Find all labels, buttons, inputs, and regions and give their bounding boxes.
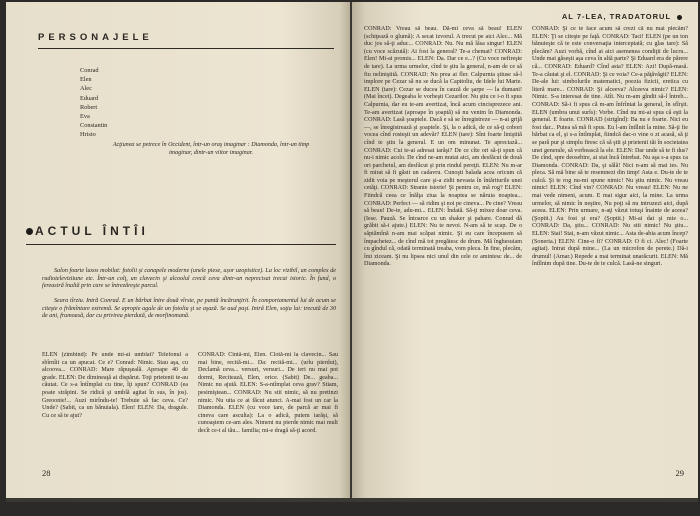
running-head-row — [562, 12, 684, 21]
running-head: AL 7-LEA, TRADATORUL — [561, 12, 671, 21]
page-number: 28 — [42, 468, 51, 478]
cast-name: Alec — [80, 85, 92, 93]
bullet-dot — [677, 15, 682, 20]
act-title-row — [26, 224, 149, 238]
stage-direction: Seara tîrziu. Intră Conrad. E un bărbat între două vîrste, pe pantă încărunţirii. În comportamentul lui de acum se citeşte o frămîntare extremă. Se apropie agale de un fotoliu şi se aşază. Se aud paşi. Intră Elen, soţia lui: trecută de 30 de ani, frumoasă, dar cu privirea pierdută, de morfinomană. — [42, 298, 336, 320]
page-number: 29 — [675, 468, 684, 478]
cast-name: Eva — [80, 113, 90, 121]
open-book — [6, 2, 698, 502]
act-title: ACTUL ÎNTÎI — [35, 224, 149, 238]
cast-name: Eduard — [80, 94, 99, 102]
stage-direction: Salon foarte luxos mobilat: fotolii şi canapele moderne (unele piese, ușor uzopistice). La loc vizibil, un complex de radiotelevizitune etc. Într-un colţ, un clavecin şi alcoolul crecă ceva dintr-un neprecisat trecut istoric. În fund, o fereastră înaltă prin care se întrezăreşte parcul. — [42, 268, 336, 290]
act-rule — [26, 244, 336, 245]
dialogue-column: CONRAD: Cîntă-mi, Elen. Clotă-mi la clavecin... Sau mai bine, recită-mi... Da: recită-mi... (urlu pierdut), Declamă ceva... versuri, versuri... De ieri nu mai pot dormi, Recitează, Elen, orice. (Sabit) De... geaba... Nimic nu ajută. ELEN: S-a-ntîmplat ceva grav? Stiam, pesimiştean... CONRAD: Nu stii nimic, să nu pretinzi nimic. Nu uita ce ai făcut atunci. A-mai fost un car la Diamonda. ELEN (cu voce tare, de parcă ar mai fi cineva care asculta): La o adică, putem iarăşi, să cunoaştem ce-am ales. Nimeni nu pierde nimic mai mult decît ce-i al tău... familia; mi-e dragă să-ţi acord. — [198, 352, 338, 434]
cast-name: Robert — [80, 103, 98, 111]
bullet-dot — [26, 228, 33, 235]
dialogue-column: CONRAD: Şi ce te face acum să crezi că nu mai plecăm? ELEN: Ţi se citeşte pe faţă. CONRAD: Taci! ELEN (pe un ton bănuieşte că te este conversaţia interceptată; cu glas tare): Să plecăm? Auzi vorbă, cînd ai aici asemenea condiţii de lucru... Unde mai găseşti aşa ceva în altă parte? Şi Eduard era de părere că... CONRAD: Eduard? Cînd asta? ELEN: Azi! După-masă. Te-a căutat şi el. CONRAD: Şi ce voia? Ce-a păţăvăgit? ELEN: De-ale lui: simbolurile matematici, poezia fizicii, eretica cu literă mare... CONRAD: Şi alceeva? Alceeva nimic? ELEN: Nimic. S-a interesat de tine. Atît. Nu m-am gîndit să-l întreb... CONRAD: Să-i fi spus că m-am înfrîntat la general, în sfîrşit. ELEN (umbra unui surîs): Vorbe. Cînd nu mi-ai spus că eşti la general. E foarte. CONRAD (strigînd): Ba nu e foarte. Nici eu fost dar... Putea să mă fi spus. Eu l-am întîlnit la mine. Să-ţi fie bărbat ca el, şi s-a întîmplat, fiindcă dac-o vine o zi acasă, să ţi se pară pur şi simplu firesc că să ştii şi prietenii tăi în societatea unei generale, să vorbească la ele. ELEN: Dar unde să te fi dus? De cînd, spre deosebire, ai stat încă întrebat. Nu aşa s-a spus ca Diamonda. CONRAD: Da, şi sălă! Nici n-am să mai ies. Nu pleca. Să mă bine să te resemnezi din timp! Asta e. Du-te de te culcă. Şi te rog nu-mi spune nimic! Nu ştiu nimic. Nu vreau nimic! ELEN: Cînd vin? CONRAD: Nu vreau! ELEN: Nu ne mai vede nimeni, acum. E mai sigur aici, la mine. La urma urmelor, să nimic în neştire, Nu poţi să nu intruzezi aici, după aceea. ELEN: Prin urmare, n-aţi văzut totuşi înainte de aceea? (Şoptit.) Au fost şi era? (Şoptit.) Mi-ai dat şi mie o... CONRAD: Da, ştiu... CONRAD: Nu stii nimic! Nu ştiu... ELEN: Stai! Stai, n-am văzut nimic... Asta de-abia acum încep? (Soneria.) ELEN: Cine-o fi? CONRAD: O fi ci. Alec! (Foarte agitat). Intrat după mine... (La un microfon de perete.) Dă-i drumul! (Amar.) Repede a mai terminat unarăcurit. ELEN: Mă întîlnim după tine. Du-te de te culcă. Lasă-ne singuri. — [532, 26, 688, 268]
title-rule — [38, 48, 334, 49]
cast-name: Hristo — [80, 131, 96, 139]
setting-note: Acţiunea se petrece în Occident, într-un oraş imaginar : Diamonda, într-un timp imaginar, dintr-un viitor imaginar. — [112, 142, 310, 156]
left-page — [6, 2, 350, 498]
right-page — [352, 2, 698, 498]
cast-name: Elen — [80, 76, 92, 84]
dialogue-column: ELEN (zîmbind): Pe unde mi-ai umblat? Telefonul a sbîrnîit ca un apucat. Ce e? Conrad: Nimic. Stau aşa, cu alcoova... CONRAD: Mare răpuşeală. Aproape 40 de grade. ELEN: De dimineaţă ai dispărut. Toţi prietenii te-au căutat. Ce s-a întîmplat cu tine, îţi spun? CONRAD (ea poate străpini. Se ridică şi umblă agitat în sus, în jos). Greoonie!... Auzi mirîndu-te! Trebuie să fac ceva. Ce? Unde? (Sabit, ca un bănuiala). Elen! ELEN: Da, dragule. Cu ce să te ajut? — [42, 352, 188, 419]
cast-name: Constantin — [80, 122, 108, 130]
section-title: PERSONAJELE — [38, 32, 153, 43]
cast-list — [80, 66, 200, 140]
cast-name: Conrad — [80, 67, 99, 74]
dialogue-column: CONRAD: Vreau să beau. Dă-mi ceva să beau! ELEN (schiţează o glumă): A secat izvorul. A trecut pe aici Alec... Mă duc jos să-ţi aduc... CONRAD: Nu. Nu mă lăsa singur! ELEN (cu voce scăzută): Ai fost la general? Te-a chemat? CONRAD: Elen! Mi-ai promis... ELEN: Da. Dar ce e...? (Cu voce nefireşte de tare). La urma urmelor, cînd te ştiu la general, n-am de ce să fiu neliniştită. CONRAD: Nu prea ai fler. Calpurnia ştiuse să-l implore pe Cezar să nu se ducă la Capitoliu, de Idele lui Marte. ELEN (tare): Cezar se ducea în cauză de şarpe — la dumani! (Mai încet). Degeaba le vorbeşti Cezarilor. Nu ştiu ce i-o fi spus Calpurnia, dar eu te-am avertizat, încă acum cincisprezece ani. Te-am avertizat (aproape în şoaptă) să nu venim în Diamonda. CONRAD: Lasă şoaptele. Dacă e să se înregistreze — n-ai grijă —, se înregistrează şi şoaptele. Şi, la o adică, de ce să-ţi cobori vocea cînd rosteşti un adevăr? ELEN (tare): Sînt foarte liniştită cînd te ştiu la general. E un om minunat. Te apreciază... CONRAD: Cui te-ai adresat iarăşi? De ce cîte ori să-ţi spun că nu-i nimic acolo. De cînd ne-am mutat aici, am desfăcut de două ori parchetul, am desfăcut şi prin rindul pereţii. ELEN: Nu m-ar fi mirat să fi găsit un cadavru. Cunoşti balada acea oricum că zidit voia pe meşterul care şi-a zidit nevasta în întăriturile unei cetăţi. CONRAD: Stranie istorie! Şi pentru ce, mă rog? ELEN: Fiindcă ceea ce înălţa ziua la noaptea se năruia noaptea... CONRAD: Perfect — să ridim şi noi pe cineva... Pe cine? Vreau să beau! De-te, adu-mi... ELEN: Îndată. Să-ţi mixez doar ceva. (Iese. Pauză. Se întoarce cu un shaker şi pahare. Conrad dă grăbit să-i ajute.) ELEN: Nu te nevoi. N-am să te scap. De o săptămînă n-am mai scăpat nimic. Şi eu care începusem să împachetez... de cînd mă tot pregătesc de drum. Mă înghesuiam cu gîndul că, odată terminată treaba, vom pleca. În fine, plecăm, îmi ziceam. Şi nu lipsea nici unul din cele ce amintesc de... de Diamonda. — [364, 26, 522, 268]
